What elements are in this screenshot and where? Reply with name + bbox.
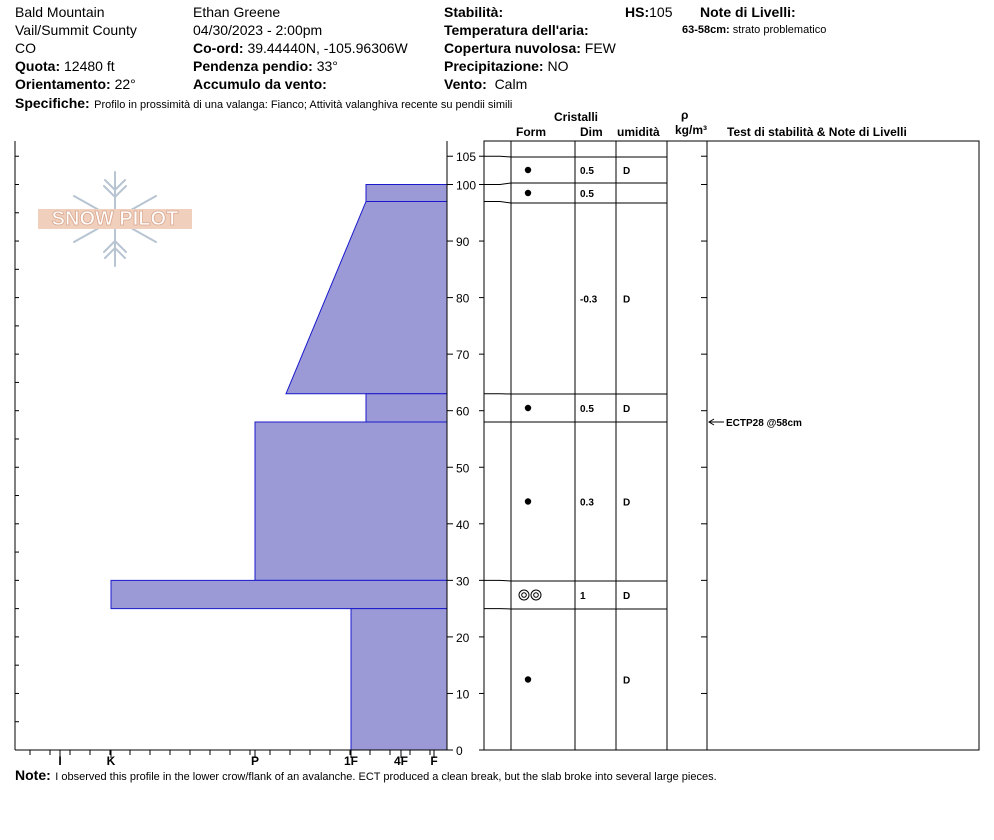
- layer-note-range: 63-58cm:: [682, 24, 730, 36]
- x-tick-label: P: [250, 754, 260, 768]
- hardness-layer-2: [366, 185, 447, 202]
- x-tick-label: F: [430, 754, 438, 768]
- observation-datetime: 04/30/2023 - 2:00pm: [193, 22, 323, 38]
- y-tick-label: 60: [456, 404, 470, 419]
- wind-loading-label: Accumulo da vento:: [193, 76, 327, 92]
- hardness-layer-5: [255, 422, 447, 580]
- cloud-cover-label: Copertura nuvolosa:: [444, 40, 581, 56]
- crystal-form-dot-icon: [525, 405, 531, 411]
- y-tick-label: 90: [456, 235, 470, 250]
- crystal-ring-inner: [534, 593, 539, 598]
- precipitation-label: Precipitazione:: [444, 58, 544, 74]
- stability-test-label: ECTP28 @58cm: [726, 418, 802, 429]
- crystal-size: 0.5: [580, 404, 594, 415]
- x-tick-label: K: [106, 754, 116, 768]
- location-region: Vail/Summit County: [15, 22, 137, 38]
- y-tick-label: 10: [456, 687, 470, 702]
- wind-label: Vento:: [444, 76, 487, 92]
- crystal-form-dot-icon: [525, 190, 531, 196]
- x-tick-label: I: [58, 754, 62, 768]
- form-header: Form: [516, 125, 546, 139]
- elevation-value: 12480 ft: [64, 58, 115, 74]
- stability-label: Stabilità:: [444, 4, 504, 20]
- crystal-table-frame: [484, 141, 979, 750]
- moisture-header: umidità: [617, 125, 660, 139]
- crystal-form-dot-icon: [525, 676, 531, 682]
- layer-connector: [484, 580, 511, 581]
- moisture-value: D: [623, 294, 631, 306]
- profile-note-label: Note:: [15, 767, 51, 783]
- y-tick-label: 80: [456, 291, 470, 306]
- aspect-label: Orientamento:: [15, 76, 111, 92]
- observer-name: Ethan Greene: [193, 4, 281, 20]
- y-tick-label: 100: [456, 178, 477, 193]
- coordinates-label: Co-ord:: [193, 40, 244, 56]
- crystal-size: 0.5: [580, 189, 594, 200]
- dim-header: Dim: [580, 125, 603, 139]
- tests-header: Test di stabilità & Note di Livelli: [727, 125, 907, 139]
- precipitation-value: NO: [547, 58, 569, 74]
- layer-connector: [484, 201, 511, 203]
- y-tick-label: 30: [456, 574, 470, 589]
- hardness-layer-7: [351, 609, 447, 750]
- cloud-cover-value: FEW: [584, 40, 616, 56]
- x-tick-label: 1F: [343, 754, 359, 768]
- layer-notes-label: Note di Livelli:: [700, 4, 796, 20]
- crystal-form-rounded-icon: [519, 590, 541, 600]
- aspect-value: 22°: [114, 76, 136, 92]
- crystal-size: -0.3: [580, 294, 598, 306]
- moisture-value: D: [623, 591, 631, 602]
- crystal-ring: [531, 590, 541, 600]
- moisture-value: D: [623, 166, 631, 177]
- moisture-value: D: [623, 675, 631, 687]
- crystals-header: Cristalli: [554, 110, 599, 124]
- slope-angle-label: Pendenza pendio:: [193, 58, 313, 74]
- crystal-size: 1: [580, 591, 586, 602]
- snowpilot-logo: [38, 172, 192, 266]
- slope-angle-value: 33°: [316, 58, 338, 74]
- crystal-size: 0.5: [580, 166, 594, 177]
- hardness-layer-4: [366, 394, 447, 422]
- moisture-value: D: [623, 497, 631, 509]
- layer-connector: [484, 156, 511, 157]
- location-state: CO: [15, 40, 36, 56]
- crystal-form-dot-icon: [525, 498, 531, 504]
- wind-value: Calm: [494, 76, 528, 92]
- profile-note: [15, 768, 717, 784]
- elevation-label: Quota:: [15, 58, 61, 74]
- specifics-text: Profilo in prossimità di una valanga: Fianco; Attività valanghiva recente su pendii simili: [94, 99, 513, 111]
- location-name: Bald Mountain: [15, 4, 105, 20]
- y-tick-label: 105: [456, 150, 477, 165]
- density-unit-header: kg/m³: [675, 123, 708, 137]
- crystal-size: 0.3: [580, 497, 594, 509]
- layer-note-text: strato problematico: [732, 24, 827, 36]
- snowpilot-logo-text: SNOW PILOT: [51, 208, 179, 230]
- specifics-label: Specifiche:: [15, 95, 90, 111]
- air-temp-label: Temperatura dell'aria:: [444, 22, 589, 38]
- coordinates-value: 39.44440N, -105.96306W: [247, 40, 408, 56]
- crystal-ring-inner: [522, 593, 527, 598]
- y-tick-label: 50: [456, 461, 470, 476]
- y-tick-label: 40: [456, 517, 470, 532]
- snow-height-label: HS:: [625, 4, 650, 20]
- y-tick-label: 0: [456, 744, 463, 758]
- rho-header: ρ: [681, 108, 689, 122]
- profile-note-text: I observed this profile in the lower crow/flank of an avalanche. ECT produced a clean break, but the slab broke into several large pieces.: [55, 771, 717, 783]
- y-tick-label: 70: [456, 348, 470, 363]
- crystal-form-dot-icon: [525, 167, 531, 173]
- x-tick-label: 4F: [393, 754, 409, 768]
- layer-connector: [484, 183, 511, 185]
- hardness-layer-6: [111, 580, 447, 608]
- hardness-layer-3: [286, 201, 447, 393]
- moisture-value: D: [623, 404, 631, 415]
- snow-height-value: 105: [649, 4, 673, 20]
- crystal-ring: [519, 590, 529, 600]
- y-tick-label: 20: [456, 630, 470, 645]
